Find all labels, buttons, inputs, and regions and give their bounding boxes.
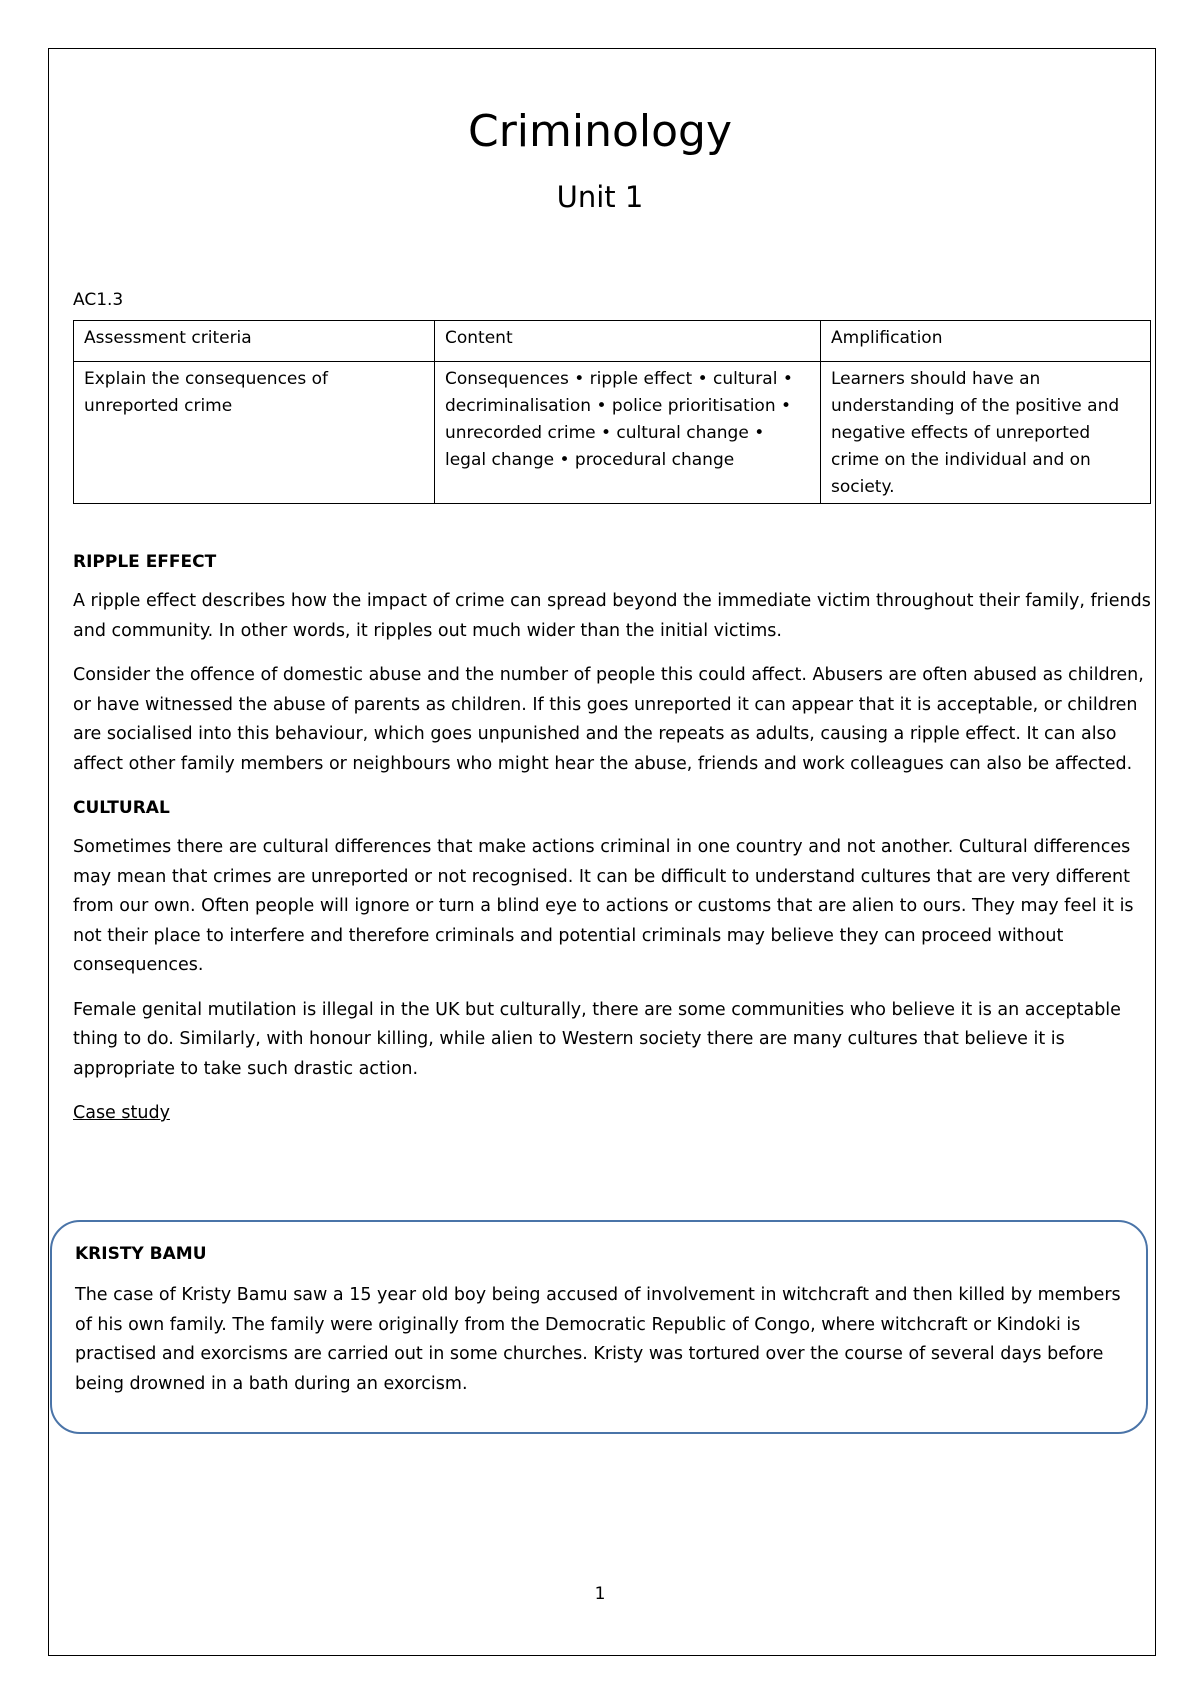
table-cell-amplification: Learners should have an understanding of the positive and negative effects of unreported crime on the individual and on society. — [821, 362, 1151, 504]
assessment-code-label: AC1.3 — [73, 290, 124, 310]
table-header-content: Content — [435, 321, 821, 362]
cultural-paragraph-1: Sometimes there are cultural differences that make actions criminal in one country and not another. Cultural differences may mean that crimes are unreported or not recognised. It can be difficult to understand cultures that are very different from our own. Often people will ignore or turn a blind eye to actions or customs that are alien to ours. They may feel it is not their place to interfere and therefore criminals and potential criminals may believe they can proceed without consequences. — [73, 837, 1134, 975]
table-header-amplification: Amplification — [821, 321, 1151, 362]
case-study-text: The case of Kristy Bamu saw a 15 year old boy being accused of involvement in witchcraft and then killed by members of his own family. The family were originally from the Democratic Republic of Congo, where witchcraft or Kindoki is practised and exorcisms are carried out in some churches. Kristy was tortured over the course of several days before being drowned in a bath during an exorcism. — [75, 1285, 1121, 1394]
case-study-heading: KRISTY BAMU — [75, 1244, 207, 1264]
cultural-paragraph-2: Female genital mutilation is illegal in the UK but culturally, there are some communities who believe it is an acceptable thing to do. Similarly, with honour killing, while alien to Western society there are many cultures that believe it is appropriate to take such drastic action. — [73, 999, 1121, 1079]
table-cell-assessment-criteria: Explain the consequences of unreported crime — [74, 362, 435, 504]
ripple-effect-paragraph-2: Consider the offence of domestic abuse and the number of people this could affect. Abusers are often abused as children, or have witnessed the abuse of parents as children. If this goes unreported it can appear that it is acceptable, or children are socialised into this behaviour, which goes unpunished and the repeats as adults, causing a ripple effect. It can also affect other family members or neighbours who might hear the abuse, friends and work colleagues can also be affected. — [73, 665, 1144, 774]
criteria-table — [73, 320, 1151, 504]
cultural-heading: CULTURAL — [73, 798, 170, 818]
document-title: Criminology — [467, 106, 733, 157]
table-cell-content: Consequences • ripple effect • cultural • decriminalisation • police prioritisation • unrecorded crime • cultural change • legal change • procedural change — [435, 362, 821, 504]
ripple-effect-heading: RIPPLE EFFECT — [73, 552, 217, 572]
main-content — [73, 548, 1153, 1129]
case-study-box — [50, 1220, 1148, 1434]
table-header-assessment-criteria: Assessment criteria — [74, 321, 435, 362]
table-row — [74, 362, 1151, 504]
ripple-effect-paragraph-1: A ripple effect describes how the impact of crime can spread beyond the immediate victim throughout their family, friends and community. In other words, it ripples out much wider than the initial victims. — [73, 591, 1151, 641]
case-study-label: Case study — [73, 1103, 170, 1123]
page-number: 1 — [594, 1584, 606, 1604]
document-subtitle: Unit 1 — [556, 180, 644, 214]
criteria-table-header-row — [74, 321, 1151, 362]
